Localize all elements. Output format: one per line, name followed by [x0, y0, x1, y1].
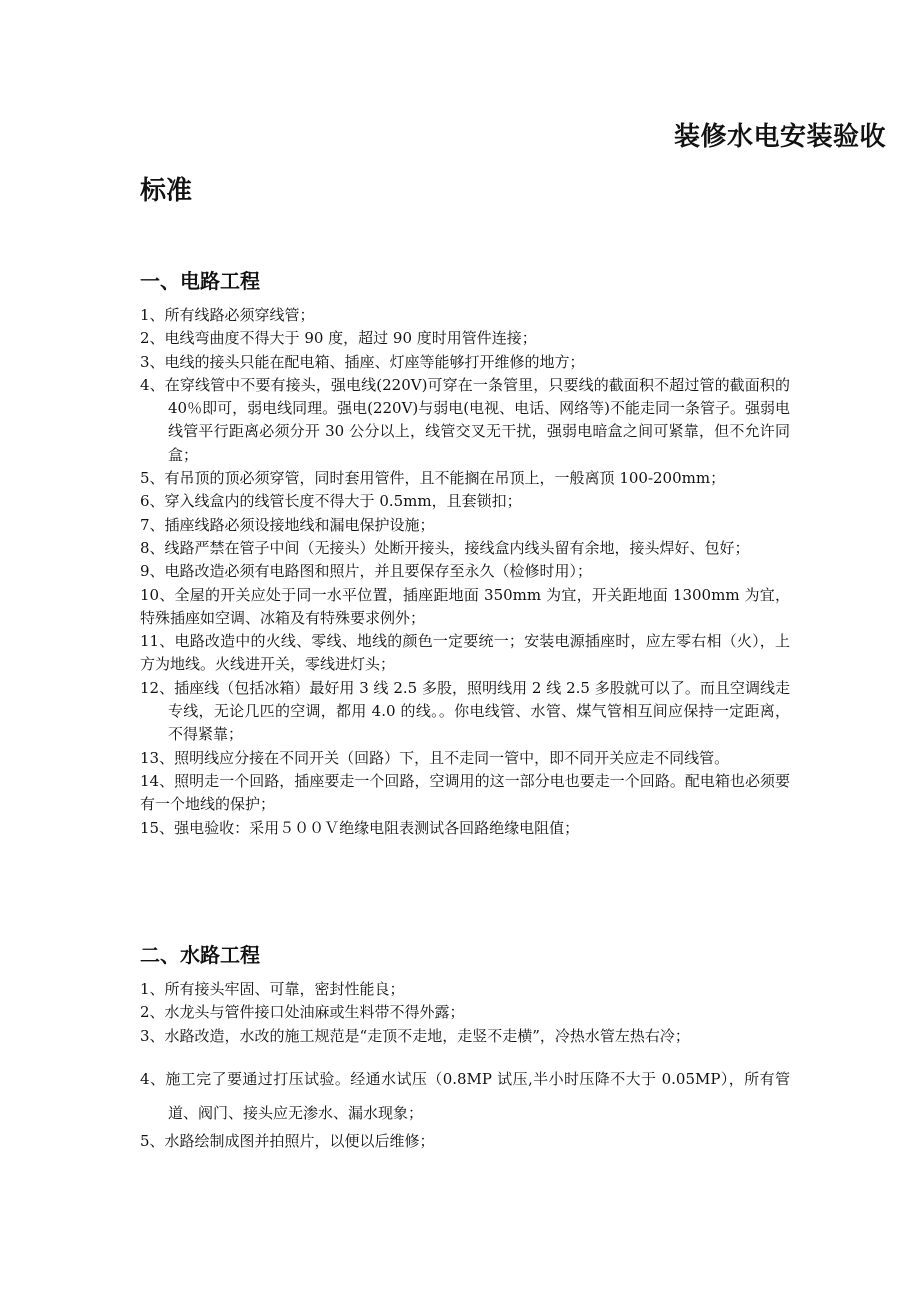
list-item: 1、所有接头牢固、可靠，密封性能良；: [140, 980, 405, 998]
list-item: 11、电路改造中的火线、零线、地线的颜色一定要统一；安装电源插座时，应左零右相（火），上方为地线。火线进开关，零线进灯头；: [140, 632, 790, 674]
list-item: 10、全屋的开关应处于同一水平位置，插座距地面 350mm 为宜，开关距地面 1300mm 为宜，特殊插座如空调、冰箱及有特殊要求例外；: [140, 585, 790, 627]
section-plumbing: [140, 940, 790, 1153]
list-item: 2、水龙头与管件接口处油麻或生料带不得外露；: [140, 1003, 465, 1022]
list-item: 12、插座线（包括冰箱）最好用 3 线 2.5 多股，照明线用 2 线 2.5 多股就可以了。而且空调线走专线，无论几匹的空调，都用 4.0 的线。。你电线管、水管、煤气管相互间应保持一定距离，不得紧靠；: [140, 678, 790, 744]
list-item: 9、电路改造必须有电路图和照片，并且要保存至永久（检修时用）；: [140, 562, 593, 581]
list-item: 1、所有线路必须穿线管；: [140, 306, 315, 324]
section-electrical: [140, 266, 790, 840]
list-item: 8、线路严禁在管子中间（无接头）处断开接头，接线盒内线头留有余地，接头焊好、包好；: [140, 538, 750, 557]
document-title: 装修水电安装验收: [673, 122, 886, 152]
list-item: 3、水路改造，水改的施工规范是“走顶不走地，走竖不走横”，冷热水管左热右冷；: [140, 1026, 690, 1045]
list-item: 13、照明线应分接在不同开关（回路）下，且不走同一管中，即不同开关应走不同线管。: [140, 748, 730, 767]
list-item: 7、插座线路必须设接地线和漏电保护设施；: [140, 515, 435, 534]
list-item: 14、照明走一个回路，插座要走一个回路，空调用的这一部分电也要走一个回路。配电箱也必须要有一个地线的保护；: [140, 771, 790, 814]
list-item: 2、电线弯曲度不得大于 90 度，超过 90 度时用管件连接；: [140, 329, 537, 348]
list-item: 15、强电验收：采用５００Ｖ绝缘电阻表测试各回路绝缘电阻值；: [140, 818, 580, 837]
list-item: 6、穿入线盒内的线管长度不得大于 0.5mm，且套锁扣；: [140, 492, 522, 511]
list-item: 5、有吊顶的顶必须穿管，同时套用管件，且不能搁在吊顶上，一般离顶 100-200mm；: [140, 469, 726, 488]
list-item: 3、电线的接头只能在配电箱、插座、灯座等能够打开维修的地方；: [140, 352, 585, 371]
document-title-continued: 标准: [140, 176, 193, 206]
list-item: 5、水路绘制成图并拍照片，以便以后维修；: [140, 1131, 435, 1150]
list-item: 4、在穿线管中不要有接头，强电线(220V)可穿在一条管里，只要线的截面积不超过管的截面积的 40％即可，弱电线同理。强电(220V)与弱电(电视、电话、网络等)不能走同一条管子。强弱电线管平行距离必须分开 30 公分以上，线管交叉无干扰，强弱电暗盒之间可紧靠，但不允许同盒；: [140, 375, 790, 464]
list-item: 4、施工完了要通过打压试验。经通水试压（0.8MP 试压,半小时压降不大于 0.05MP），所有管道、阀门、接头应无渗水、漏水现象；: [140, 1069, 790, 1122]
section-heading: 二、水路工程: [140, 943, 260, 967]
section-heading: 一、电路工程: [140, 269, 260, 293]
